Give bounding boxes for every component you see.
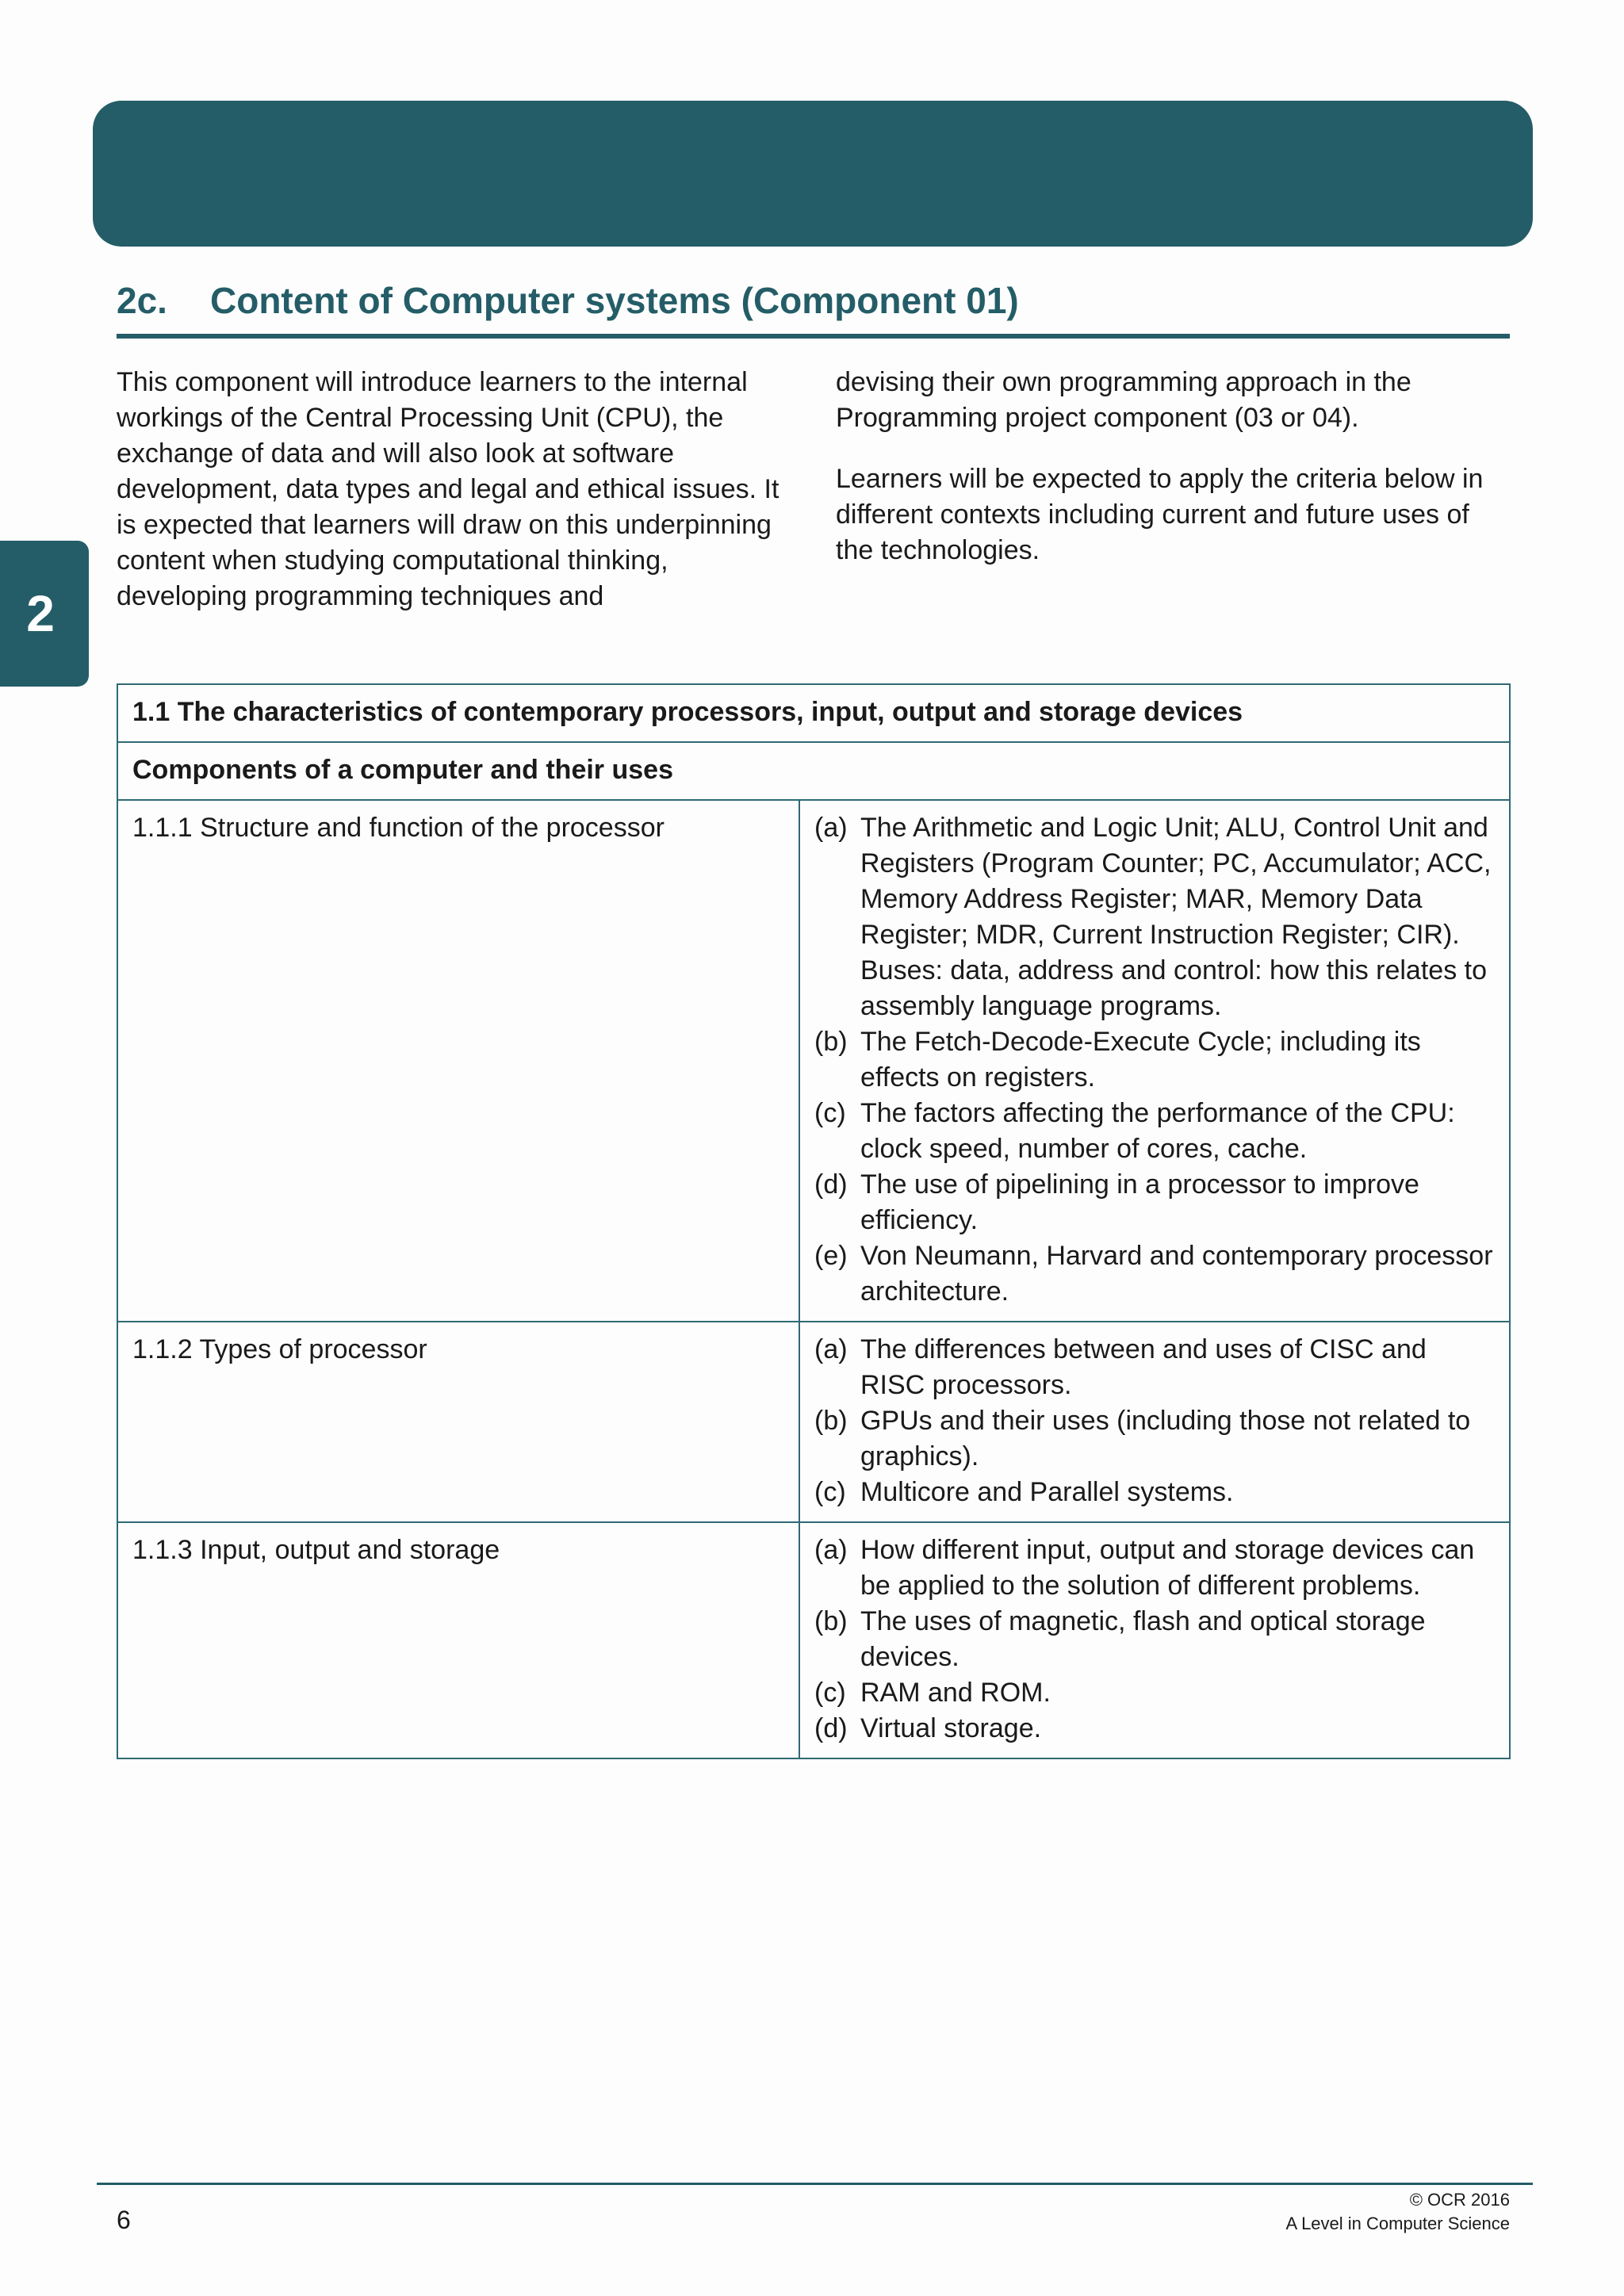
criteria-text: The Fetch-Decode-Execute Cycle; including its effects on registers. (860, 1027, 1421, 1093)
criteria-text: The differences between and uses of CISC and RISC processors. (860, 1334, 1427, 1400)
criteria-text: The use of pipelining in a processor to improve efficiency. (860, 1169, 1419, 1235)
criteria-cell (799, 1322, 1510, 1522)
topic-cell: 1.1.3 Input, output and storage (117, 1522, 799, 1758)
topic-cell: 1.1.2 Types of processor (117, 1322, 799, 1522)
criteria-item (814, 1332, 1495, 1403)
criteria-text: The Arithmetic and Logic Unit; ALU, Control Unit and Registers (Program Counter; PC, Accumulator; ACC, Memory Address Register; MAR, Memory Data Register; MDR, Current Instruction Register; CIR). Buses: data, address and control: how this relates to assembly language programs. (860, 813, 1492, 1021)
copyright-text: © OCR 2016 (1409, 2190, 1510, 2210)
criteria-letter: (a) (814, 813, 848, 843)
table-subtitle-row (117, 742, 1510, 800)
criteria-text: RAM and ROM. (860, 1678, 1051, 1708)
intro-right-column (836, 365, 1502, 594)
intro-left-column (117, 365, 783, 640)
section-number: 2c. (117, 280, 167, 321)
criteria-letter: (c) (814, 1477, 846, 1507)
page-number: 6 (117, 2206, 131, 2234)
criteria-letter: (c) (814, 1098, 846, 1128)
intro-paragraph-continued: devising their own programming approach in the Programming project component (03 or 04). (836, 367, 1411, 433)
criteria-list (814, 1332, 1495, 1510)
footer-info (1286, 2188, 1511, 2236)
intro-paragraph-criteria: Learners will be expected to apply the criteria below in different contexts including current and future uses of the technologies. (836, 464, 1484, 565)
topic-cell: 1.1.1 Structure and function of the processor (117, 800, 799, 1322)
criteria-item (814, 1475, 1495, 1510)
section-title: Content of Computer systems (Component 01) (210, 280, 1019, 321)
criteria-text: The factors affecting the performance of the CPU: clock speed, number of cores, cache. (860, 1098, 1455, 1164)
table-title-row (117, 684, 1510, 742)
criteria-letter: (a) (814, 1334, 848, 1364)
qualification-text: A Level in Computer Science (1285, 2214, 1510, 2233)
table-row (117, 800, 1510, 1322)
criteria-cell (799, 1522, 1510, 1758)
intro-paragraph: This component will introduce learners to the internal workings of the Central Processing Unit (CPU), the exchange of data and will also look at software development, data types and legal and ethical issues. It is expected that learners will draw on this underpinning content when studying computational thinking, developing programming techniques and (117, 367, 779, 611)
criteria-letter: (d) (814, 1169, 848, 1200)
criteria-letter: (e) (814, 1241, 848, 1271)
criteria-item (814, 810, 1495, 1024)
criteria-item (814, 1024, 1495, 1096)
table-subtitle: Components of a computer and their uses (117, 742, 1510, 800)
table-row (117, 1322, 1510, 1522)
criteria-text: The uses of magnetic, flash and optical storage devices. (860, 1606, 1426, 1672)
criteria-letter: (b) (814, 1606, 848, 1636)
criteria-letter: (b) (814, 1406, 848, 1436)
criteria-cell (799, 800, 1510, 1322)
criteria-letter: (c) (814, 1678, 846, 1708)
criteria-text: Virtual storage. (860, 1713, 1042, 1743)
criteria-letter: (d) (814, 1713, 848, 1743)
header-banner (93, 101, 1533, 247)
criteria-letter: (b) (814, 1027, 848, 1057)
criteria-item (814, 1675, 1495, 1711)
section-heading (117, 279, 1510, 339)
criteria-list (814, 810, 1495, 1310)
criteria-item (814, 1238, 1495, 1310)
criteria-item (814, 1711, 1495, 1747)
table-row (117, 1522, 1510, 1758)
criteria-item (814, 1167, 1495, 1238)
section-side-tab: 2 (0, 541, 89, 687)
criteria-text: GPUs and their uses (including those not related to graphics). (860, 1406, 1471, 1471)
criteria-item (814, 1533, 1495, 1604)
criteria-item (814, 1604, 1495, 1675)
criteria-text: Von Neumann, Harvard and contemporary processor architecture. (860, 1241, 1493, 1307)
criteria-list (814, 1533, 1495, 1747)
criteria-item (814, 1403, 1495, 1475)
criteria-item (814, 1096, 1495, 1167)
footer-divider (97, 2183, 1533, 2185)
table-title: 1.1 The characteristics of contemporary processors, input, output and storage devices (117, 684, 1510, 742)
criteria-text: How different input, output and storage devices can be applied to the solution of different problems. (860, 1535, 1475, 1601)
criteria-letter: (a) (814, 1535, 848, 1565)
specification-table (117, 683, 1511, 1759)
criteria-text: Multicore and Parallel systems. (860, 1477, 1234, 1507)
